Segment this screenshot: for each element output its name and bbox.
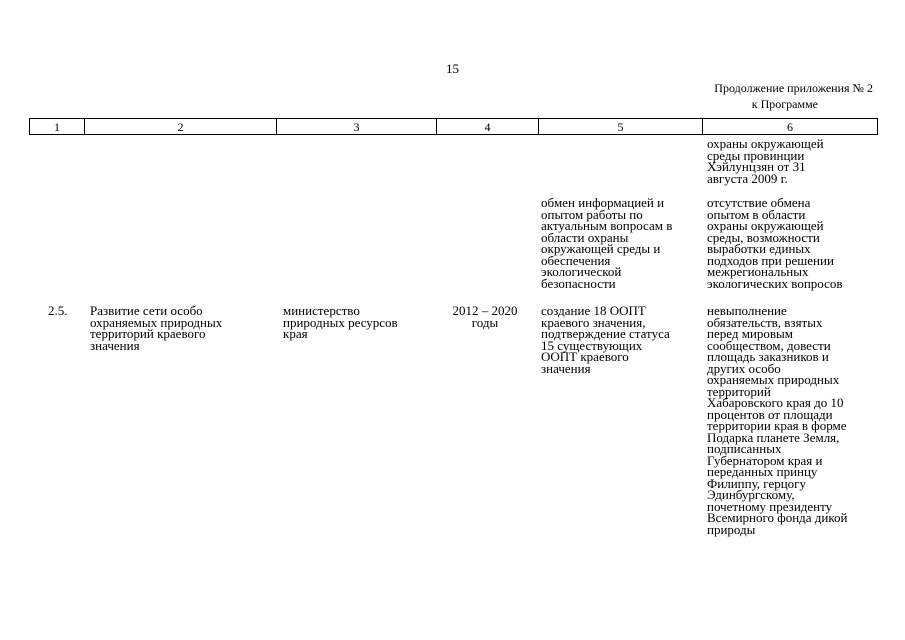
row-2-5-result: создание 18 ООПТ краевого значения, подтверждение статуса 15 существующих ООПТ краевого значения [541, 303, 670, 376]
column-header-2: 2 [85, 119, 277, 135]
page-number: 15 [446, 61, 459, 76]
row-2-5-number: 2.5. [48, 303, 68, 318]
column-number-header [29, 118, 878, 135]
exchange-result: обмен информацией и опытом работы по актуальным вопросам в области охраны окружающей среды и обеспечения экологической безопасности [541, 195, 673, 291]
column-header-3: 3 [277, 119, 437, 135]
column-header-4: 4 [437, 119, 539, 135]
continuation-line-2: к Программе [751, 97, 818, 111]
carryover-consequences: охраны окружающей среды провинции Хэйлунцзян от 31 августа 2009 г. [707, 136, 824, 186]
row-2-5-consequences: невыполнение обязательств, взятых перед мировым сообществом, довести площадь заказников и других особо охраняемых природных территорий Хабаровского края до 10 процентов от площади территории края в форме Подарка планете Земля, подписанных Губернатором края и переданных принцу Филиппу, герцогу Эдинбургскому, почетному президенту Всемирного фонда дикой природы [707, 303, 848, 537]
row-2-5-executor: министерство природных ресурсов края [283, 303, 398, 341]
column-header-1: 1 [30, 119, 85, 135]
column-header-6: 6 [703, 119, 878, 135]
column-header-5: 5 [539, 119, 703, 135]
exchange-consequences: отсутствие обмена опытом в области охраны окружающей среды, возможности выработки единых подходов при решении межрегиональных экологических вопросов [707, 195, 843, 291]
row-2-5-period: 2012 – 2020 годы [452, 303, 518, 330]
continuation-line-1: Продолжение приложения № 2 [714, 81, 873, 95]
row-2-5-title: Развитие сети особо охраняемых природных территорий краевого значения [90, 303, 223, 353]
header-row [30, 119, 878, 135]
continuation-note [714, 80, 873, 112]
